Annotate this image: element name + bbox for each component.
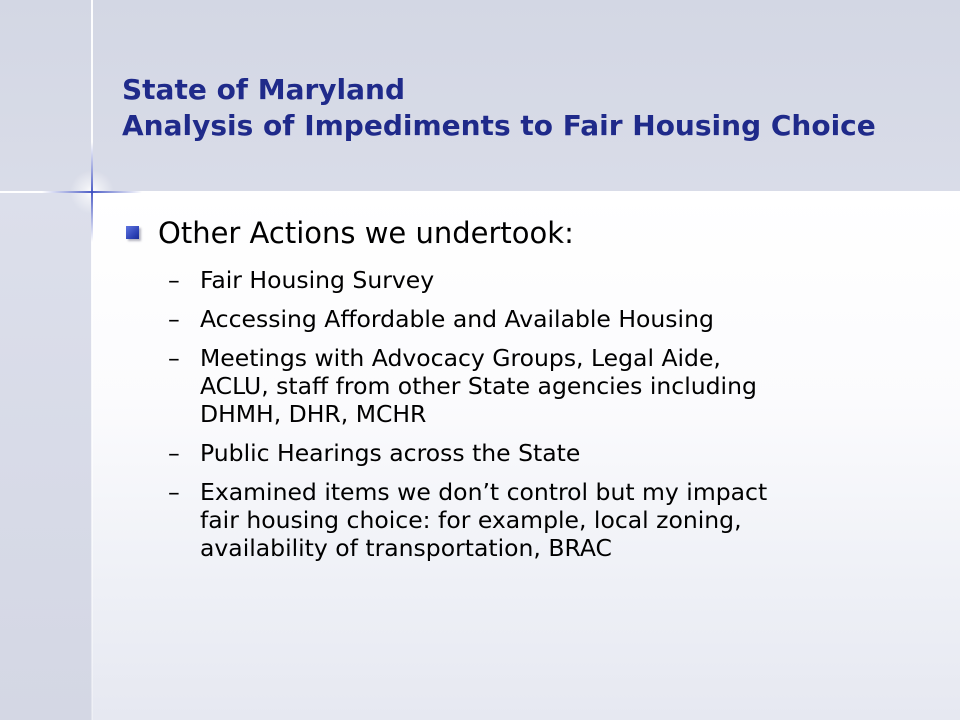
sub-bullet-text: Public Hearings across the State bbox=[200, 439, 581, 467]
sub-bullet-item bbox=[124, 305, 924, 333]
sub-bullet-text: fair housing choice: for example, local zoning, bbox=[200, 506, 742, 534]
horizontal-divider bbox=[0, 191, 960, 193]
dash-marker: – bbox=[168, 266, 180, 294]
slide-title bbox=[122, 72, 876, 144]
dash-marker: – bbox=[168, 478, 180, 506]
bullet-item bbox=[124, 214, 924, 252]
sub-bullet-text: Fair Housing Survey bbox=[200, 266, 435, 294]
sub-bullet-text: availability of transportation, BRAC bbox=[200, 534, 612, 562]
sub-bullet-item bbox=[124, 439, 924, 467]
sub-bullet-item bbox=[124, 344, 924, 428]
slide-body bbox=[124, 214, 924, 573]
sub-bullet-item bbox=[124, 266, 924, 294]
left-band bbox=[0, 192, 92, 720]
title-line-1: State of Maryland bbox=[122, 73, 406, 106]
sub-bullet-text: Accessing Affordable and Available Housing bbox=[200, 305, 714, 333]
title-line-2: Analysis of Impediments to Fair Housing Choice bbox=[122, 109, 876, 142]
sub-bullet-text: Examined items we don’t control but my impact bbox=[200, 478, 768, 506]
sub-bullet-text: DHMH, DHR, MCHR bbox=[200, 400, 427, 428]
sub-bullet-text: ACLU, staff from other State agencies including bbox=[200, 372, 757, 400]
square-bullet-icon bbox=[126, 226, 139, 239]
vertical-divider bbox=[91, 0, 93, 720]
sub-bullet-text: Meetings with Advocacy Groups, Legal Aide, bbox=[200, 344, 721, 372]
dash-marker: – bbox=[168, 344, 180, 372]
sub-bullet-item bbox=[124, 478, 924, 562]
dash-marker: – bbox=[168, 305, 180, 333]
bullet-heading: Other Actions we undertook: bbox=[158, 216, 574, 250]
dash-marker: – bbox=[168, 439, 180, 467]
